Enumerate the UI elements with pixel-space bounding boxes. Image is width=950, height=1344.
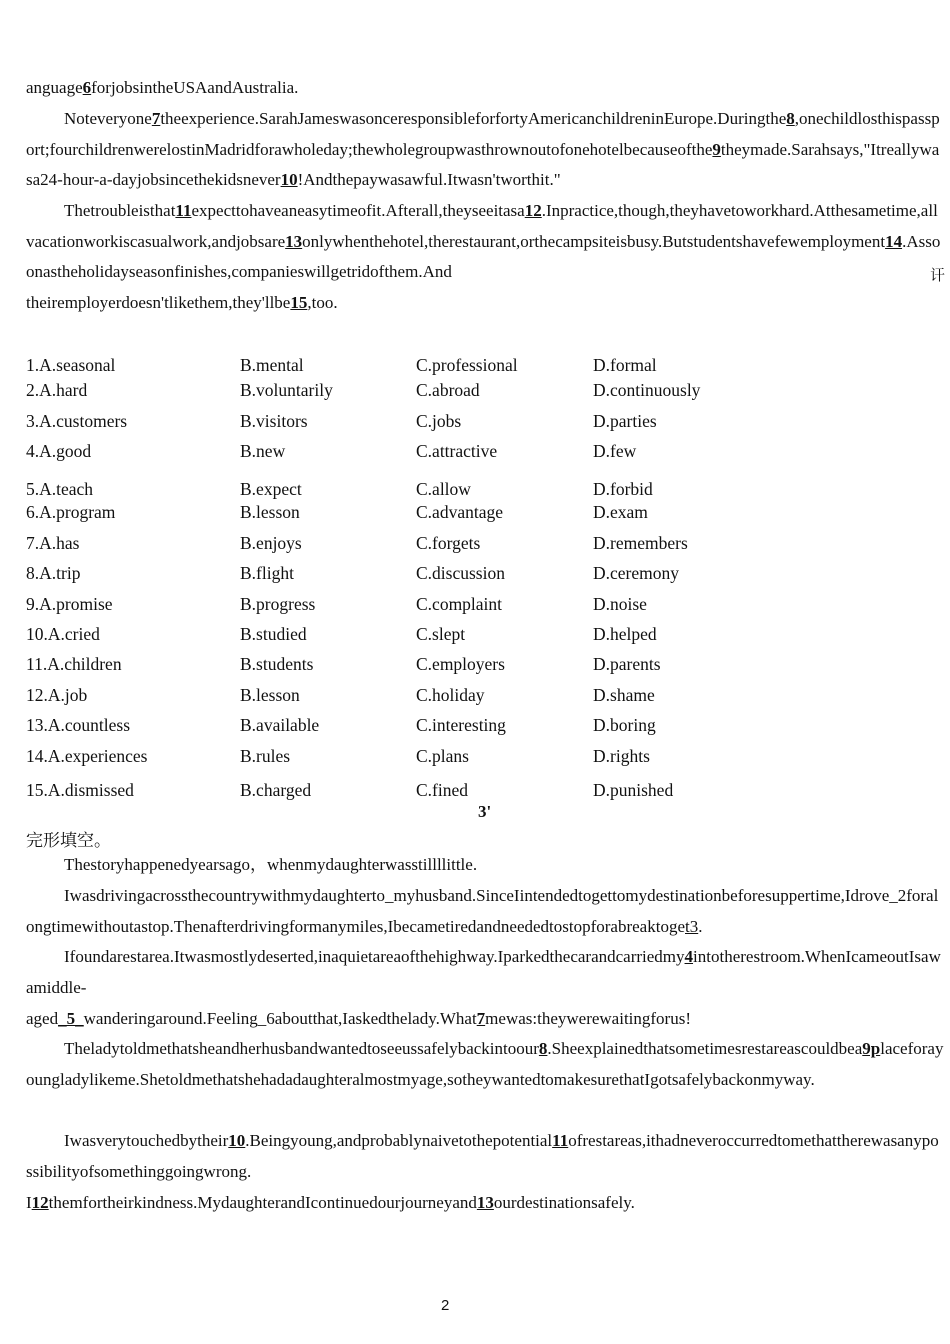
option-d: D.few	[593, 441, 637, 461]
text: Thestoryhappenedyearsago，whenmydaughterwasstillllittle.	[64, 855, 478, 874]
option-b: B.students	[240, 654, 314, 674]
option-a: 8.A.trip	[26, 563, 81, 583]
text: Noteveryone	[64, 109, 152, 128]
option-b: B.new	[240, 441, 286, 461]
blank-number: 11	[175, 201, 192, 220]
passage2-paragraph3-end	[26, 1004, 944, 1035]
option-d: D.helped	[593, 624, 657, 644]
blank-number: 7	[476, 1009, 486, 1028]
option-d: D.boring	[593, 715, 656, 735]
text: ,too.	[307, 293, 338, 312]
option-c: C.forgets	[416, 533, 481, 553]
text: anguage	[26, 78, 83, 97]
passage2-paragraph3	[26, 942, 944, 1003]
passage2-paragraph2	[26, 881, 944, 942]
text: !Andthepaywasawful.Itwasn'tworthit."	[297, 170, 561, 190]
option-d: D.parties	[593, 411, 657, 431]
option-b: B.studied	[240, 624, 307, 644]
blank-number: 11	[552, 1131, 569, 1150]
blank-number: 9	[712, 139, 721, 159]
text: onlywhenthehotel,therestaurant,orthecampsiteisbusy.Butstudentshavefewemployment	[302, 231, 886, 251]
option-c: C.professional	[416, 355, 518, 375]
option-c: C.holiday	[416, 685, 485, 705]
option-a: 11.A.children	[26, 654, 122, 674]
text: laceforayoungladylikeme.Shetoldmethatshehadadaughteralmostmyage,sotheywantedtomakesurethatIgotsafelybackonmyway.	[26, 1039, 944, 1089]
blank-number: 15	[290, 293, 308, 312]
text: Iwasverytouchedbytheir	[64, 1131, 229, 1150]
option-a: 10.A.cried	[26, 624, 100, 644]
passage1-paragraph2	[26, 104, 944, 196]
blank-number: 13	[476, 1193, 494, 1212]
option-d: D.shame	[593, 685, 655, 705]
text: wanderingaround.Feeling_6aboutthat,Iaskedthelady.What	[83, 1009, 477, 1028]
option-b: B.charged	[240, 780, 312, 800]
option-a: 9.A.promise	[26, 594, 113, 614]
blank-number: 14	[885, 231, 903, 251]
text: theiremployerdoesn'tlikethem,they'llbe	[26, 293, 291, 312]
option-b: B.available	[240, 715, 320, 735]
option-d: D.continuously	[593, 380, 701, 400]
blank-number: t3	[685, 916, 699, 936]
blank-number: _5_	[58, 1009, 84, 1028]
option-b: B.voluntarily	[240, 380, 333, 400]
text: .Beingyoung,andprobablynaivetothepotential	[245, 1131, 553, 1150]
section-title: 完形填空。	[26, 831, 111, 851]
option-c: C.abroad	[416, 380, 480, 400]
option-d: D.formal	[593, 355, 657, 375]
option-c: C.discussion	[416, 563, 505, 583]
text: Thetroubleisthat	[64, 201, 176, 220]
passage2-paragraph4	[26, 1034, 944, 1095]
option-b: B.enjoys	[240, 533, 302, 553]
option-a: 13.A.countless	[26, 715, 131, 735]
blank-number: 8	[786, 109, 795, 128]
option-d: D.ceremony	[593, 563, 680, 583]
text: .	[698, 916, 703, 936]
option-b: B.progress	[240, 594, 316, 614]
option-a: 5.A.teach	[26, 479, 94, 499]
passage2-paragraph5	[26, 1126, 944, 1187]
text: expecttohaveaneasytimeofit.Afterall,theyseeitasa	[191, 201, 525, 220]
option-b: B.mental	[240, 355, 304, 375]
text: Iwasdrivingacrossthecountrywithmydaughterto_myhusband.SinceIintendedtogettomydestinationbeforesuppertime,Idrove_2foralongtimewithoutastop.Thenafterdrivingformanymiles,Ibecametiredandneededtostopforabreaktoge	[26, 886, 939, 936]
option-d: D.parents	[593, 654, 661, 674]
option-c: C.interesting	[416, 715, 506, 735]
blank-number: 10	[228, 1131, 246, 1150]
option-d: D.forbid	[593, 479, 653, 499]
text: theymade.Sarahsays,"Itreallywasa24-hour-a-dayjobsincethekidsnever	[26, 139, 940, 190]
passage1-line0	[26, 73, 944, 104]
text: forjobsintheUSAandAustralia.	[91, 78, 299, 97]
passage2-paragraph1	[26, 850, 944, 881]
score-mark: 3'	[478, 802, 492, 821]
option-b: B.visitors	[240, 411, 308, 431]
option-a: 7.A.has	[26, 533, 80, 553]
option-c: C.jobs	[416, 411, 462, 431]
option-c: C.plans	[416, 746, 469, 766]
option-d: D.exam	[593, 502, 648, 522]
option-a: 6.A.program	[26, 502, 116, 522]
option-d: D.noise	[593, 594, 647, 614]
option-d: D.remembers	[593, 533, 688, 553]
blank-number: 4	[684, 947, 694, 966]
blank-number: 7	[151, 109, 161, 128]
blank-number: 12	[31, 1193, 49, 1212]
margin-mark: 讦	[930, 266, 946, 284]
option-a: 3.A.customers	[26, 411, 128, 431]
text: aged	[26, 1009, 59, 1028]
option-b: B.lesson	[240, 685, 300, 705]
text: ,onechildlosthispassport;fourchildrenwerelostinMadridforawholeday;thewholegroupwasthrownoutofonehotelbecauseofthe	[26, 109, 940, 159]
option-c: C.fined	[416, 780, 469, 800]
blank-number: 9p	[862, 1039, 881, 1058]
option-b: B.lesson	[240, 502, 300, 522]
option-a: 14.A.experiences	[26, 746, 148, 766]
blank-number: 12	[524, 201, 542, 220]
text: .Inpractice,though,theyhavetoworkhard.Atthesametime,allvacationworkiscasualwork,andjobsare	[26, 201, 938, 251]
text: .Assoonastheholidayseasonfinishes,companieswillgetridofthem.And	[26, 231, 941, 282]
blank-number: 13	[285, 231, 303, 251]
option-b: B.rules	[240, 746, 291, 766]
option-a: 15.A.dismissed	[26, 780, 134, 800]
text: themfortheirkindness.MydaughterandIcontinuedourjourneyand	[48, 1193, 477, 1212]
text: Ifoundarestarea.Itwasmostlydeserted,inaquietareaofthehighway.Iparkedthecarandcarriedmy	[64, 947, 685, 966]
passage1-paragraph3-end	[26, 288, 944, 319]
option-a: 2.A.hard	[26, 380, 88, 400]
passage2-paragraph6	[26, 1188, 944, 1219]
option-b: B.flight	[240, 563, 294, 583]
option-a: 12.A.job	[26, 685, 88, 705]
option-a: 1.A.seasonal	[26, 355, 116, 375]
option-c: C.complaint	[416, 594, 503, 614]
option-d: D.punished	[593, 780, 674, 800]
text: ourdestinationsafely.	[493, 1193, 635, 1212]
text: mewas:theywerewaitingforus!	[485, 1009, 691, 1028]
option-c: C.slept	[416, 624, 466, 644]
text: .Sheexplainedthatsometimesrestareascouldbea	[547, 1039, 863, 1058]
passage1-paragraph3	[26, 196, 944, 288]
option-c: C.allow	[416, 479, 471, 499]
text: theexperience.SarahJameswasonceresponsibleforfortyAmericanchildreninEurope.Duringthe	[160, 109, 787, 128]
page-number: 2	[441, 1297, 450, 1314]
option-c: C.advantage	[416, 502, 503, 522]
option-d: D.rights	[593, 746, 650, 766]
text: I	[26, 1193, 32, 1212]
option-a: 4.A.good	[26, 441, 92, 461]
option-c: C.employers	[416, 654, 505, 674]
text: ofrestareas,ithadneveroccurredtomethattherewasanypossibilityofsomethinggoingwrong.	[26, 1131, 939, 1181]
text: intotherestroom.WhenIcameoutIsawamiddle-	[26, 947, 941, 997]
blank-number: 6	[82, 78, 92, 97]
option-c: C.attractive	[416, 441, 498, 461]
blank-number: 8	[538, 1039, 548, 1058]
blank-number: 10	[280, 170, 298, 190]
text: Theladytoldmethatsheandherhusbandwantedtoseeussafelybackintoour	[64, 1039, 539, 1058]
option-b: B.expect	[240, 479, 302, 499]
